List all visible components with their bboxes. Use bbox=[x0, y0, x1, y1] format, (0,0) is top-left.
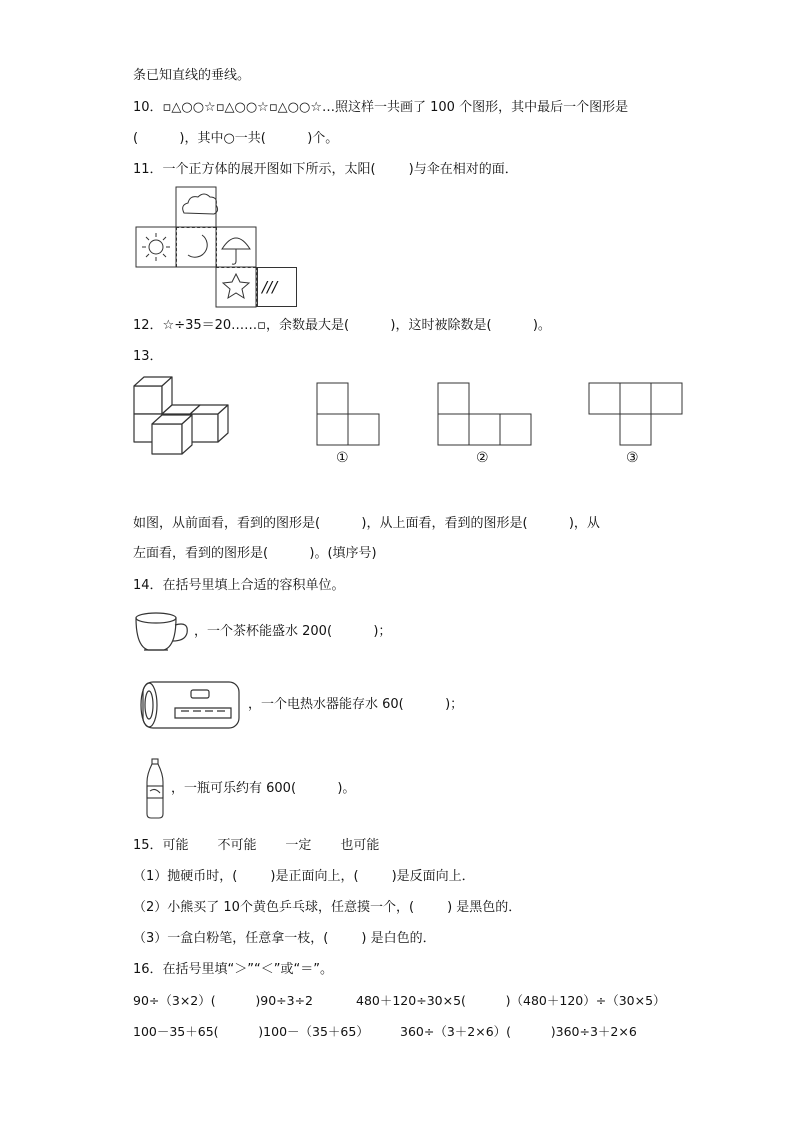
q16-text: 16．在括号里填“＞”“＜”或“＝”。 bbox=[133, 962, 333, 977]
cola-bottle-icon bbox=[145, 758, 165, 820]
star-icon bbox=[223, 274, 249, 298]
q15-item-3: （3）一盒白粉笔，任意拿一枝，( ) 是白色的． bbox=[133, 931, 436, 946]
sun-icon bbox=[142, 233, 170, 261]
fold-line bbox=[216, 267, 256, 268]
q13-number: 13． bbox=[133, 349, 163, 364]
fold-line bbox=[256, 267, 257, 307]
q16-expr-1: 90÷（3×2）( )90÷3÷2 bbox=[133, 993, 314, 1008]
fold-line bbox=[176, 227, 177, 267]
q12-text: 12．☆÷35＝20……▫，余数最大是( )，这时被除数是( )。 bbox=[133, 318, 551, 333]
q15-options: 15．可能 不可能 一定 也可能 bbox=[133, 838, 380, 853]
q11-text: 11．一个正方体的展开图如下所示，太阳( )与伞在相对的面． bbox=[133, 162, 518, 177]
cube-stack-figure bbox=[130, 374, 235, 459]
option-3-label: ③ bbox=[626, 450, 639, 466]
stripes-label: /// bbox=[262, 278, 278, 296]
q14-heater-text: ，一个电热水器能存水 60( )； bbox=[248, 697, 464, 712]
q10-text: 10．▫△○○☆▫△○○☆▫△○○☆…照这样一共画了 100 个图形，其中最后一个图形是 bbox=[133, 100, 629, 115]
q16-expr-2: 480＋120÷30×5( )（480＋120）÷（30×5） bbox=[356, 993, 666, 1008]
option-2-label: ② bbox=[476, 450, 489, 466]
q15-item-2: （2）小熊买了 10个黄色乒乓球，任意摸一个，( ) 是黑色的． bbox=[133, 900, 522, 915]
q16-expr-4: 360÷（3＋2×6）( )360÷3＋2×6 bbox=[400, 1024, 637, 1039]
line-continuation: 条已知直线的垂线。 bbox=[133, 68, 251, 83]
water-heater-icon bbox=[135, 680, 247, 730]
q10-blanks: ( )，其中○一共( )个。 bbox=[133, 131, 339, 146]
umbrella-icon bbox=[222, 238, 250, 264]
teacup-icon bbox=[134, 611, 192, 653]
option-3-shape bbox=[588, 382, 684, 446]
option-1-shape bbox=[316, 382, 382, 446]
q14-text: 14．在括号里填上合适的容积单位。 bbox=[133, 578, 345, 593]
q14-cola-text: ，一瓶可乐约有 600( )。 bbox=[171, 781, 356, 796]
q13-question-2: 左面看，看到的图形是( )。(填序号) bbox=[133, 546, 377, 561]
cloud-icon bbox=[183, 194, 218, 214]
q13-question-1: 如图，从前面看，看到的图形是( )，从上面看，看到的图形是( )，从 bbox=[133, 516, 600, 531]
cube-net-figure bbox=[132, 185, 262, 310]
fold-line bbox=[176, 227, 216, 228]
moon-icon bbox=[188, 235, 207, 257]
option-2-shape bbox=[437, 382, 533, 446]
q14-teacup-text: ，一个茶杯能盛水 200( )； bbox=[194, 624, 392, 639]
q16-expr-3: 100－35＋65( )100－（35＋65） bbox=[133, 1024, 369, 1039]
option-1-label: ① bbox=[336, 450, 349, 466]
fold-line bbox=[216, 227, 217, 267]
q15-item-1: （1）抛硬币时，( )是正面向上，( )是反面向上． bbox=[133, 869, 475, 884]
